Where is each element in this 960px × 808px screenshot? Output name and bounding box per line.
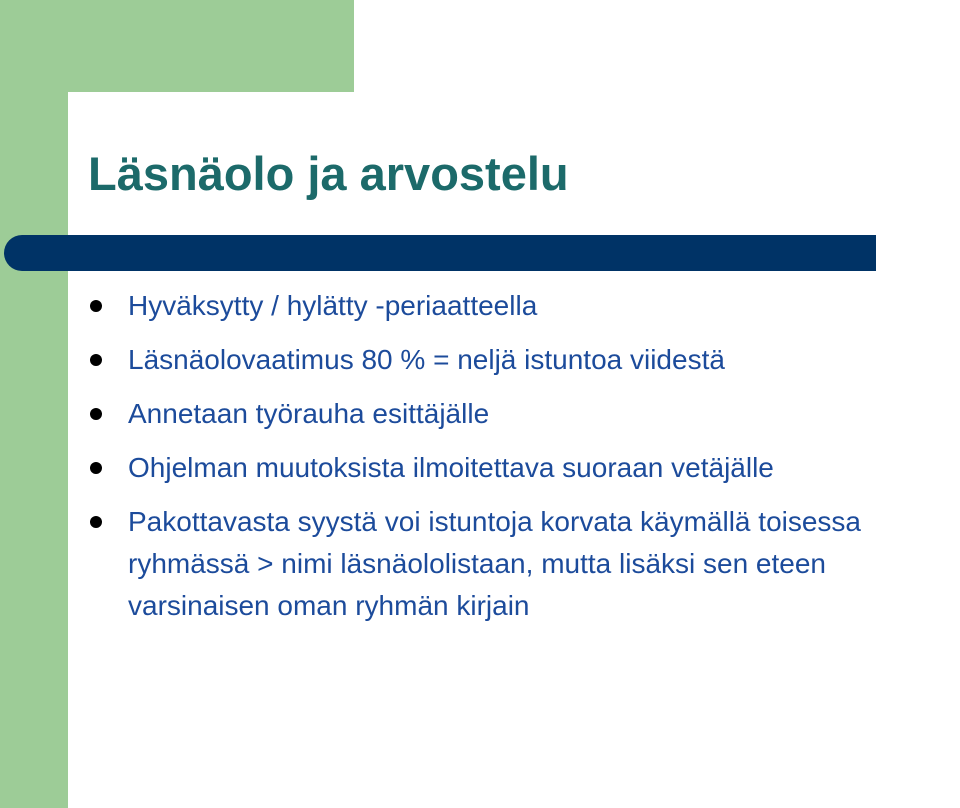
- bullet-item: [90, 501, 960, 627]
- bullet-item: [90, 285, 960, 327]
- bullet-text: Pakottavasta syystä voi istuntoja korvata käymällä toisessa ryhmässä > nimi läsnäololistaan, mutta lisäksi sen eteen varsinaisen oman ryhmän kirjain: [128, 506, 862, 621]
- slide-title: Läsnäolo ja arvostelu: [88, 147, 569, 200]
- green-sidebar-decoration: [0, 0, 68, 808]
- bullet-dot-icon: [90, 354, 102, 366]
- bullet-text: Ohjelman muutoksista ilmoitettava suoraan vetäjälle: [128, 452, 774, 483]
- title-underline-bar: [4, 235, 876, 271]
- bullet-text: Läsnäolovaatimus 80 % = neljä istuntoa viidestä: [128, 344, 725, 375]
- green-top-decoration: [0, 0, 354, 92]
- bullet-dot-icon: [90, 516, 102, 528]
- bullet-dot-icon: [90, 462, 102, 474]
- bullet-list: [90, 285, 960, 639]
- bullet-text: Hyväksytty / hylätty -periaatteella: [128, 290, 538, 321]
- bullet-item: [90, 393, 960, 435]
- bullet-item: [90, 339, 960, 381]
- bullet-item: [90, 447, 960, 489]
- bullet-text: Annetaan työrauha esittäjälle: [128, 398, 490, 429]
- bullet-dot-icon: [90, 300, 102, 312]
- bullet-dot-icon: [90, 408, 102, 420]
